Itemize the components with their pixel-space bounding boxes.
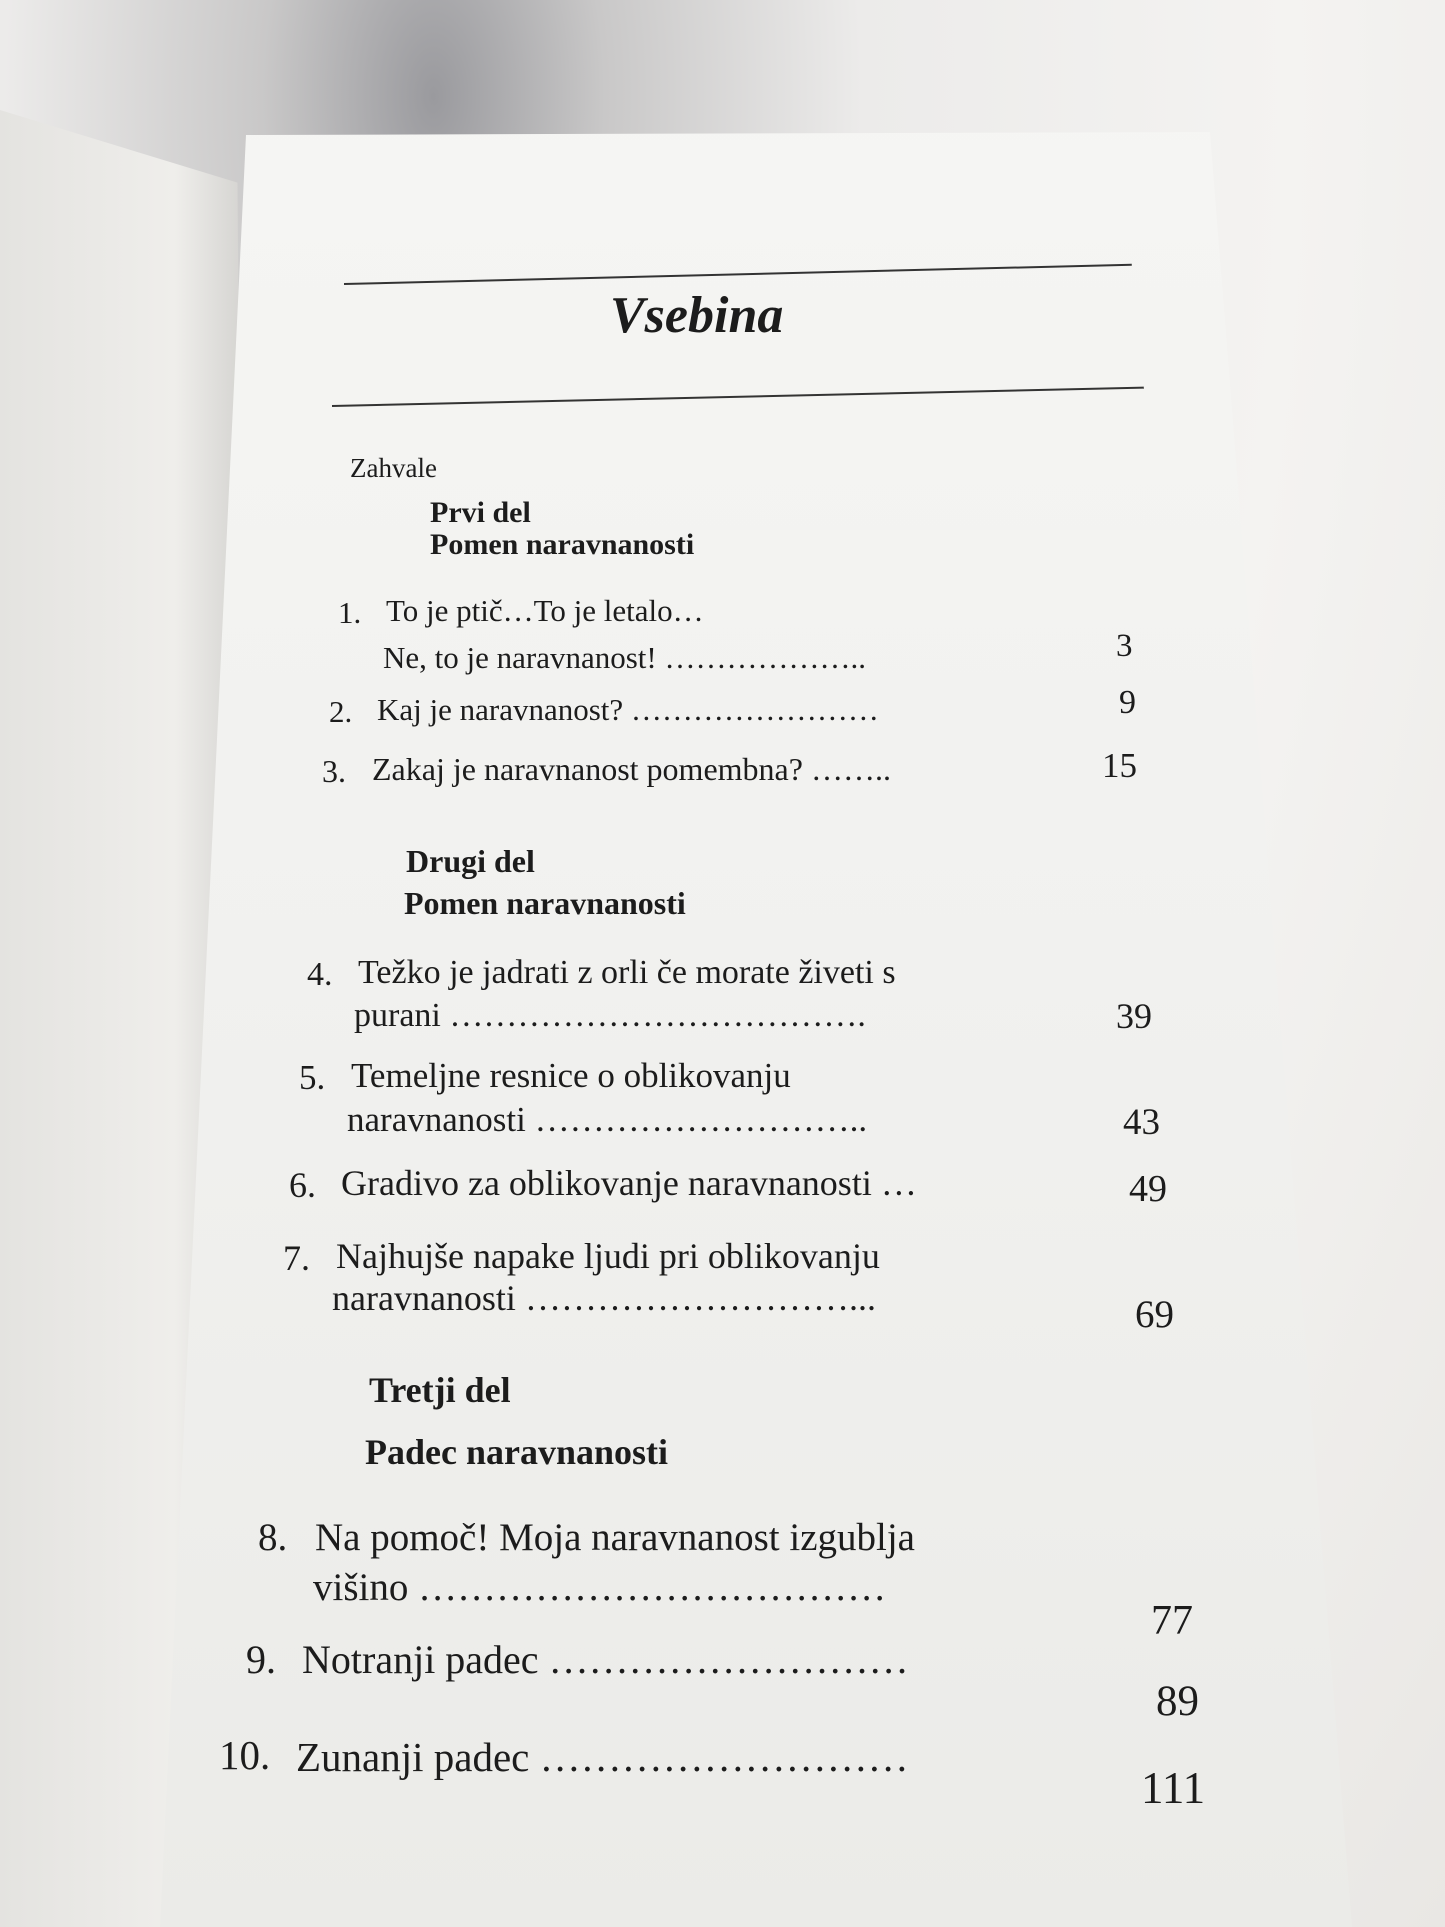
chapter-2-number: 2. — [329, 694, 353, 729]
chapter-5-page: 43 — [1123, 1102, 1160, 1143]
page-title: Vsebina — [610, 287, 784, 344]
chapter-1-number: 1. — [338, 595, 362, 630]
chapter-1-title-line2: Ne, to je naravnanost! ……………….. — [383, 640, 866, 675]
chapter-3-title: Zakaj je naravnanost pomembna? …….. — [372, 751, 891, 787]
chapter-2-title: Kaj je naravnanost? …………………… — [377, 692, 879, 727]
chapter-4-number: 4. — [307, 956, 333, 993]
chapter-2-page: 9 — [1119, 684, 1136, 721]
chapter-5-number: 5. — [299, 1058, 326, 1097]
chapter-6-number: 6. — [289, 1165, 316, 1205]
chapter-9-number: 9. — [246, 1637, 276, 1682]
chapter-10-title: Zunanji padec ……………………… — [296, 1734, 909, 1780]
part-3-name: Padec naravnanosti — [365, 1432, 669, 1472]
chapter-4-page: 39 — [1116, 996, 1152, 1036]
part-1-name: Pomen naravnanosti — [430, 528, 695, 561]
front-matter-zahvale: Zahvale — [350, 453, 437, 483]
part-2-label: Drugi del — [406, 843, 535, 879]
chapter-8-title-line2: višino ……………………………… — [313, 1566, 887, 1609]
chapter-3-page: 15 — [1102, 746, 1137, 785]
chapter-7-title: Najhujše napake ljudi pri oblikovanju — [336, 1236, 880, 1276]
chapter-8-page: 77 — [1151, 1598, 1193, 1644]
chapter-7-number: 7. — [283, 1238, 310, 1278]
chapter-10-number: 10. — [219, 1732, 271, 1778]
chapter-4-title-line2: purani ………………………………. — [354, 997, 866, 1034]
chapter-5-title: Temeljne resnice o oblikovanju — [351, 1056, 791, 1095]
part-2-name: Pomen naravnanosti — [404, 885, 686, 921]
chapter-1-title: To je ptič…To je letalo… — [386, 593, 704, 628]
chapter-10-page: 111 — [1141, 1763, 1206, 1813]
part-3-label: Tretji del — [369, 1370, 511, 1410]
chapter-5-title-line2: naravnanosti ……………………….. — [347, 1100, 868, 1139]
chapter-6-page: 49 — [1129, 1168, 1167, 1210]
chapter-6-title: Gradivo za oblikovanje naravnanosti … — [341, 1163, 917, 1203]
chapter-4-title: Težko je jadrati z orli če morate živeti s — [358, 954, 896, 991]
chapter-7-page: 69 — [1135, 1293, 1174, 1336]
chapter-9-title: Notranji padec ……………………… — [302, 1637, 909, 1682]
chapter-8-number: 8. — [258, 1516, 288, 1559]
chapter-7-title-line2: naravnanosti ………………………... — [332, 1278, 876, 1318]
chapter-9-page: 89 — [1156, 1678, 1199, 1725]
chapter-8-title: Na pomoč! Moja naravnanost izgublja — [315, 1516, 915, 1559]
chapter-1-page: 3 — [1116, 628, 1133, 664]
part-1-label: Prvi del — [430, 496, 531, 529]
chapter-3-number: 3. — [322, 753, 346, 789]
